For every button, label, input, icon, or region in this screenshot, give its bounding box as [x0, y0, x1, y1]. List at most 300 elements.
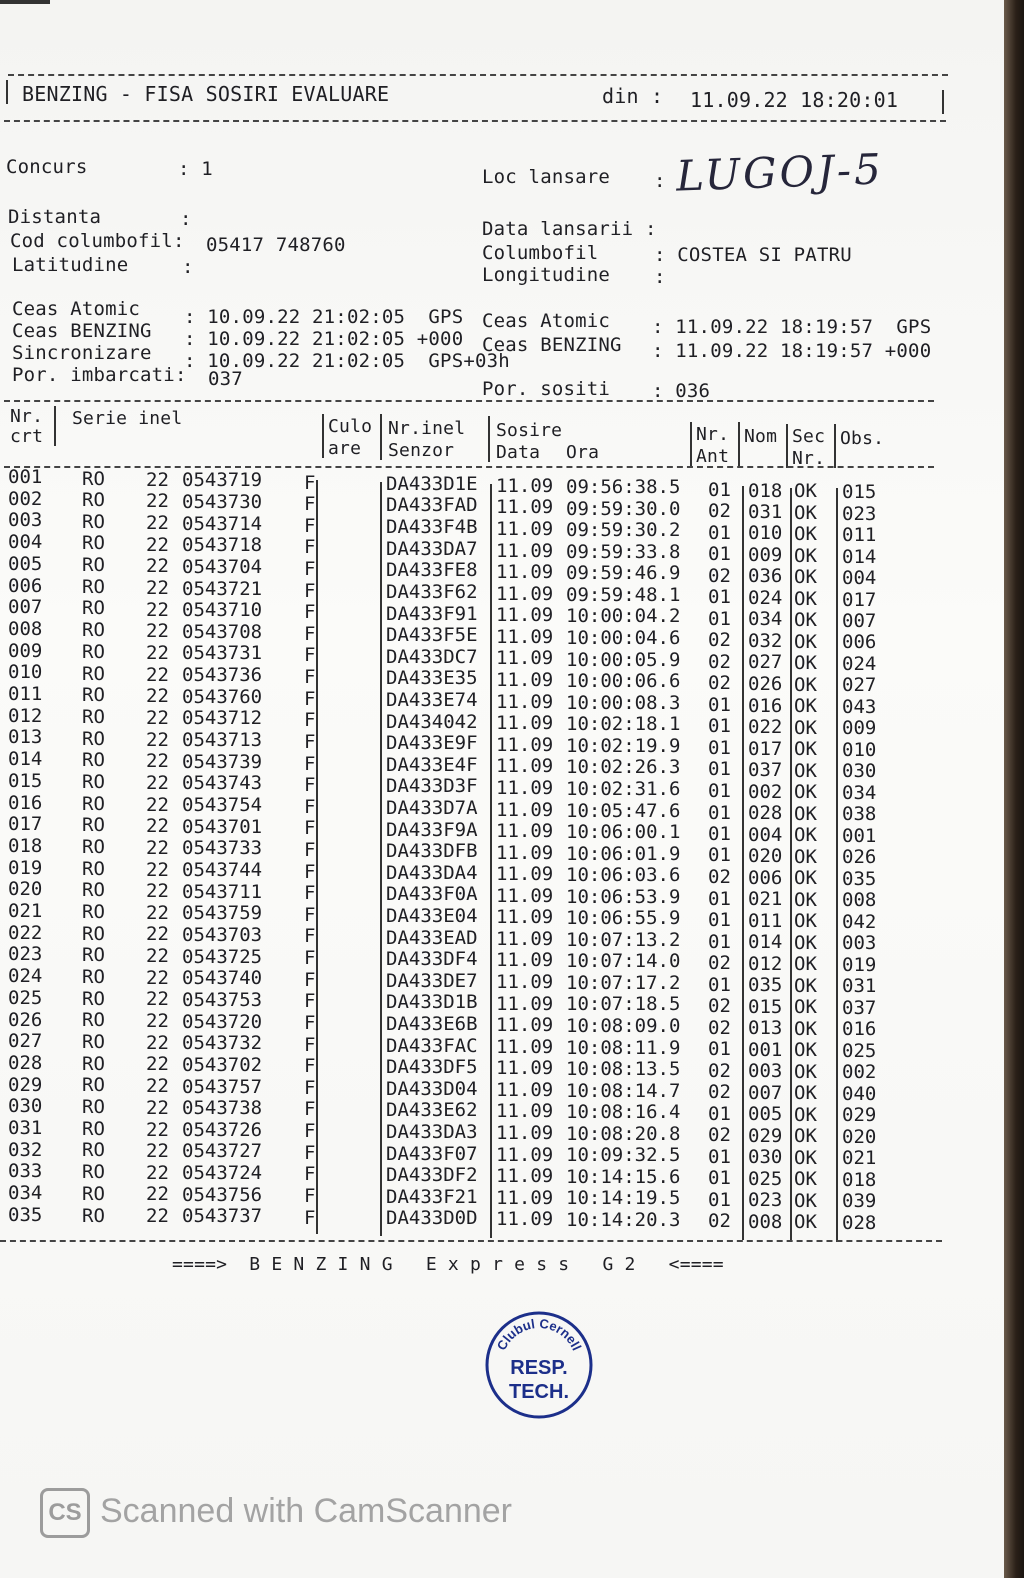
cell-an: 22 [146, 1140, 169, 1163]
cell-serie: 0543711 [182, 880, 263, 903]
cell-nr-crt: 023 [8, 943, 43, 966]
cell-culoare: F [304, 1033, 316, 1056]
col-header-nr-inel-1: Nr.inel [388, 418, 466, 439]
table-row [0, 1095, 1004, 1127]
cell-serie: 0543744 [182, 858, 263, 881]
cell-obs: 030 [842, 760, 877, 783]
ceas-benzing-left-label: Ceas BENZING [12, 320, 152, 342]
cell-tara: RO [82, 727, 105, 750]
cell-sec-nr: OK [794, 1103, 817, 1126]
cell-sosire-ora: 10:07:18.5 [566, 993, 681, 1016]
cell-culoare: F [304, 579, 316, 602]
cell-nr-ant: 02 [708, 629, 731, 652]
col-header-culoare-2: are [328, 438, 362, 459]
cell-sosire-ora: 10:06:00.1 [566, 821, 681, 844]
col-sep-4 [488, 416, 490, 462]
cell-sec-nr: OK [794, 1125, 817, 1148]
cell-sec-nr: OK [794, 673, 817, 696]
cell-tara: RO [82, 770, 105, 793]
cell-nr-ant: 01 [708, 930, 731, 953]
cell-an: 22 [146, 728, 169, 751]
cell-sosire-ora: 10:02:19.9 [566, 734, 681, 757]
cell-nr-ant: 01 [708, 1038, 731, 1061]
cell-nr-ant: 01 [708, 758, 731, 781]
cell-nom: 024 [748, 587, 783, 609]
cell-sosire-data: 11.09 [496, 582, 554, 605]
col-sep-7 [786, 424, 788, 468]
concurs-label: Concurs [6, 156, 88, 178]
cell-nom: 034 [748, 608, 783, 631]
cell-nr-inel-senzor: DA433F21 [386, 1185, 478, 1208]
cell-culoare: F [304, 1012, 316, 1034]
cell-nr-ant: 02 [708, 1081, 731, 1104]
cell-nom: 018 [748, 479, 783, 502]
cell-culoare: F [304, 601, 316, 624]
cell-nom: 029 [748, 1124, 783, 1147]
sincronizare-label: Sincronizare [12, 342, 152, 364]
cell-sosire-ora: 09:59:30.0 [566, 497, 681, 520]
distanta-label: Distanta [8, 206, 102, 228]
stamp-line-1: RESP. [510, 1357, 568, 1379]
table-row [0, 1182, 1004, 1213]
cell-sosire-ora: 10:00:08.3 [566, 691, 681, 714]
table-row [0, 1160, 1004, 1191]
cell-nr-crt: 008 [8, 617, 43, 640]
cell-sec-nr: OK [794, 587, 817, 610]
cell-serie: 0543714 [182, 512, 263, 535]
cell-nom: 002 [748, 780, 783, 803]
cell-an: 22 [146, 815, 169, 838]
cell-nr-ant: 01 [708, 736, 731, 759]
cell-obs: 003 [842, 932, 877, 955]
cell-sosire-data: 11.09 [496, 518, 554, 541]
cell-obs: 010 [842, 738, 877, 761]
cell-nr-crt: 015 [8, 769, 43, 792]
cell-serie: 0543721 [182, 577, 263, 600]
cell-sosire-data: 11.09 [496, 798, 554, 821]
col-sep-2 [322, 414, 324, 458]
cell-culoare: F [304, 1206, 316, 1229]
cell-sosire-data: 11.09 [496, 539, 554, 562]
cell-culoare: F [304, 536, 316, 559]
col-header-nom: Nom [744, 426, 778, 447]
cell-nom: 032 [748, 629, 783, 652]
table-row [0, 1117, 1004, 1148]
cell-nom: 020 [748, 845, 783, 868]
cell-nr-crt: 035 [8, 1203, 43, 1226]
cell-nr-inel-senzor: DA433E4F [386, 753, 478, 776]
cell-obs: 021 [842, 1147, 877, 1170]
cell-nr-crt: 031 [8, 1117, 43, 1140]
cell-serie: 0543738 [182, 1097, 263, 1120]
cell-sosire-data: 11.09 [496, 690, 554, 713]
header-left-bar [6, 80, 8, 104]
cell-obs: 027 [842, 674, 877, 697]
cell-sosire-ora: 10:08:11.9 [566, 1036, 681, 1059]
cell-nr-inel-senzor: DA433F0A [386, 883, 478, 906]
cell-nr-inel-senzor: DA433F4B [386, 516, 478, 539]
cell-an: 22 [146, 771, 169, 794]
cell-nom: 011 [748, 909, 783, 932]
cell-nr-inel-senzor: DA433D3F [386, 775, 478, 798]
cell-nr-inel-senzor: DA433DC7 [386, 645, 478, 668]
cell-culoare: F [304, 1055, 316, 1078]
cell-obs: 017 [842, 588, 877, 611]
cell-sosire-data: 11.09 [496, 712, 554, 735]
cell-an: 22 [146, 923, 169, 946]
table-row [0, 1030, 1004, 1062]
cell-nr-crt: 021 [8, 900, 43, 923]
cell-sosire-data: 11.09 [496, 841, 554, 864]
cell-sosire-data: 11.09 [496, 906, 554, 929]
cell-tara: RO [82, 554, 105, 577]
cell-nom: 012 [748, 952, 783, 975]
cell-tara: RO [82, 987, 105, 1010]
por-imbarcati-label: Por. imbarcati: [12, 364, 187, 386]
cell-nr-ant: 01 [708, 801, 731, 824]
stamp-ring-text: Clubul Cernell [493, 1315, 585, 1353]
cell-nr-crt: 016 [8, 791, 43, 814]
cell-serie: 0543737 [182, 1205, 263, 1228]
cell-sosire-data: 11.09 [496, 820, 554, 843]
cell-sosire-ora: 10:02:31.6 [566, 777, 681, 800]
cell-nr-ant: 01 [708, 1167, 731, 1190]
resp-tech-stamp [484, 1310, 594, 1420]
cell-tara: RO [82, 619, 105, 642]
cell-nom: 021 [748, 888, 783, 911]
cell-nr-ant: 02 [708, 866, 731, 889]
cell-tara: RO [82, 1117, 105, 1140]
loc-lansare-handwritten: LUGOJ-5 [675, 144, 885, 201]
cell-sec-nr: OK [794, 974, 817, 997]
cell-nr-ant: 02 [708, 995, 731, 1018]
cell-nr-inel-senzor: DA433F5E [386, 624, 478, 647]
cell-tara: RO [82, 640, 105, 663]
cell-an: 22 [146, 966, 169, 989]
cell-nr-ant: 01 [708, 887, 731, 910]
cell-sosire-ora: 10:05:47.6 [566, 799, 681, 822]
cell-an: 22 [146, 945, 169, 968]
cell-sosire-data: 11.09 [496, 625, 554, 648]
camscanner-watermark-text: Scanned with CamScanner [100, 1492, 513, 1530]
cell-nr-inel-senzor: DA433D04 [386, 1077, 478, 1100]
cell-sec-nr: OK [794, 695, 817, 718]
longitudine-label: Longitudine [482, 264, 611, 286]
cell-an: 22 [146, 468, 169, 491]
ceas-atomic-left-label: Ceas Atomic [12, 298, 141, 320]
cell-sosire-ora: 10:06:01.9 [566, 842, 681, 865]
cell-nr-inel-senzor: DA434042 [386, 710, 478, 733]
cell-an: 22 [146, 793, 169, 816]
cell-nr-ant: 01 [708, 693, 731, 716]
cell-tara: RO [82, 489, 105, 512]
cell-nom: 015 [748, 995, 783, 1018]
cell-sosire-data: 11.09 [496, 776, 554, 799]
cell-nr-inel-senzor: DA433DF2 [386, 1164, 478, 1187]
cell-obs: 011 [842, 524, 877, 547]
loc-lansare-colon: : [654, 170, 666, 192]
cell-nr-inel-senzor: DA433DA3 [386, 1121, 478, 1143]
cell-sosire-data: 11.09 [496, 1057, 554, 1080]
cell-tara: RO [82, 879, 105, 902]
cell-serie: 0543733 [182, 837, 263, 860]
cell-sosire-data: 11.09 [496, 561, 554, 584]
cell-an: 22 [146, 988, 169, 1011]
cell-sec-nr: OK [794, 888, 817, 911]
cell-nr-crt: 010 [8, 661, 43, 684]
cell-obs: 025 [842, 1039, 877, 1062]
cell-nr-inel-senzor: DA433D7A [386, 797, 478, 819]
cod-columbofil-value: 05417 748760 [206, 234, 346, 256]
cell-serie: 0543710 [182, 599, 263, 622]
cell-nom: 003 [748, 1060, 783, 1083]
ceas-atomic-right-label: Ceas Atomic [482, 310, 611, 332]
cell-an: 22 [146, 1010, 169, 1033]
cell-nom: 009 [748, 543, 783, 566]
por-sositi-label: Por. sositi [482, 378, 611, 400]
cell-obs: 008 [842, 889, 877, 912]
cell-obs: 023 [842, 502, 877, 525]
col-sep-6 [738, 422, 740, 466]
cell-an: 22 [146, 641, 169, 664]
cell-serie: 0543757 [182, 1075, 263, 1098]
cell-nr-crt: 020 [8, 878, 43, 901]
cell-culoare: F [304, 795, 316, 818]
cell-sosire-data: 11.09 [496, 971, 554, 994]
cell-sosire-ora: 09:56:38.5 [566, 476, 681, 499]
cell-culoare: F [304, 774, 316, 797]
cell-sosire-ora: 10:08:09.0 [566, 1015, 681, 1037]
ceas-benzing-right-value: : 11.09.22 18:19:57 +000 [652, 340, 932, 362]
cell-obs: 038 [842, 803, 877, 826]
cell-sosire-data: 11.09 [496, 1035, 554, 1058]
cell-nom: 006 [748, 866, 783, 889]
cell-an: 22 [146, 1183, 169, 1206]
col-header-nr-crt-1: Nr. [10, 406, 44, 427]
cell-culoare: F [304, 882, 316, 905]
col-header-obs: Obs. [840, 428, 885, 449]
cell-sosire-data: 11.09 [496, 755, 554, 778]
cell-an: 22 [146, 1161, 169, 1184]
cell-tara: RO [82, 1009, 105, 1032]
col-sep-8 [834, 424, 836, 468]
cell-nr-ant: 01 [708, 1102, 731, 1125]
cell-culoare: F [304, 968, 316, 991]
cell-nr-crt: 013 [8, 726, 43, 749]
header-bottom-rule [4, 120, 946, 122]
cell-obs: 039 [842, 1190, 877, 1213]
por-imbarcati-value: 037 [208, 368, 243, 390]
cell-nr-ant: 01 [708, 521, 731, 544]
col-header-serie-inel: Serie inel [72, 408, 183, 429]
cell-nr-inel-senzor: DA433DA4 [386, 861, 478, 884]
cell-serie: 0543702 [182, 1053, 263, 1076]
cell-sosire-data: 11.09 [496, 1143, 554, 1166]
cell-culoare: F [304, 925, 316, 948]
table-row [0, 1008, 1004, 1041]
cell-nr-crt: 034 [8, 1182, 43, 1205]
cell-sec-nr: OK [794, 1211, 817, 1234]
cell-obs: 014 [842, 545, 877, 568]
cell-nom: 005 [748, 1103, 783, 1126]
cell-an: 22 [146, 706, 169, 729]
cell-sec-nr: OK [794, 1082, 817, 1105]
cell-sosire-ora: 10:07:17.2 [566, 971, 681, 994]
cell-nr-crt: 033 [8, 1160, 43, 1183]
cell-nom: 007 [748, 1081, 783, 1104]
camscanner-logo-icon: CS [40, 1488, 90, 1538]
cell-obs: 026 [842, 846, 877, 869]
cell-sec-nr: OK [794, 1146, 817, 1169]
cell-sosire-ora: 09:59:46.9 [566, 562, 681, 585]
cell-an: 22 [146, 598, 169, 621]
cell-nom: 030 [748, 1146, 783, 1169]
longitudine-value: : [654, 266, 666, 288]
cell-tara: RO [82, 835, 105, 858]
cell-obs: 037 [842, 996, 877, 1019]
cell-nom: 008 [748, 1210, 783, 1233]
cell-serie: 0543743 [182, 772, 263, 795]
cell-sec-nr: OK [794, 759, 817, 782]
cell-nom: 004 [748, 823, 783, 846]
cell-tara: RO [82, 705, 105, 728]
cell-nom: 028 [748, 802, 783, 825]
col-header-sec-nr-2: Nr. [792, 448, 826, 469]
distanta-value: : [180, 208, 192, 230]
cell-sec-nr: OK [794, 867, 817, 890]
cell-obs: 016 [842, 1018, 877, 1041]
cell-culoare: F [304, 860, 316, 883]
cell-sosire-ora: 10:06:55.9 [566, 907, 681, 930]
ceas-atomic-left-value: : 10.09.22 21:02:05 GPS [184, 306, 464, 328]
cell-nr-ant: 02 [708, 1210, 731, 1233]
cell-serie: 0543713 [182, 729, 263, 752]
cell-sosire-data: 11.09 [496, 474, 554, 497]
cell-serie: 0543724 [182, 1162, 263, 1185]
cell-tara: RO [82, 1031, 105, 1054]
cell-an: 22 [146, 1205, 169, 1228]
cell-nr-crt: 026 [8, 1008, 43, 1031]
cell-an: 22 [146, 1031, 169, 1054]
cell-obs: 004 [842, 567, 877, 590]
cell-sec-nr: OK [794, 501, 817, 524]
table-row [0, 1073, 1004, 1105]
date-value: 11.09.22 18:20:01 [690, 88, 899, 112]
cell-an: 22 [146, 901, 169, 924]
cell-an: 22 [146, 1053, 169, 1076]
cell-sec-nr: OK [794, 630, 817, 653]
cell-sosire-ora: 10:02:26.3 [566, 756, 681, 779]
cell-sec-nr: OK [794, 544, 817, 567]
header-top-rule [8, 74, 948, 76]
col-header-culoare-1: Culo [328, 416, 373, 437]
cell-nr-crt: 009 [8, 639, 43, 662]
cell-sec-nr: OK [794, 910, 817, 933]
cell-nr-inel-senzor: DA433F9A [386, 818, 478, 841]
cell-nr-inel-senzor: DA433F62 [386, 581, 478, 603]
cell-an: 22 [146, 1096, 169, 1119]
cell-tara: RO [82, 901, 105, 924]
cell-nom: 026 [748, 672, 783, 695]
cell-sosire-data: 11.09 [496, 1078, 554, 1101]
col-sep-5 [690, 422, 692, 466]
cell-nom: 001 [748, 1038, 783, 1061]
cell-obs: 028 [842, 1211, 877, 1234]
cell-an: 22 [146, 490, 169, 513]
cell-obs: 019 [842, 953, 877, 976]
cell-sosire-data: 11.09 [496, 884, 554, 907]
cell-nr-inel-senzor: DA433E9F [386, 732, 478, 755]
ceas-atomic-right-value: : 11.09.22 18:19:57 GPS [652, 316, 932, 338]
cell-sosire-ora: 09:59:30.2 [566, 519, 681, 542]
col-sep-1 [54, 406, 56, 446]
cell-tara: RO [82, 1161, 105, 1184]
cell-obs: 009 [842, 717, 877, 740]
cell-sosire-data: 11.09 [496, 1186, 554, 1209]
cell-sosire-data: 11.09 [496, 669, 554, 692]
cell-culoare: F [304, 622, 316, 645]
cell-serie: 0543703 [182, 923, 263, 946]
cell-nr-ant: 01 [708, 607, 731, 630]
cell-sec-nr: OK [794, 781, 817, 804]
footer-express-line: ====> B E N Z I N G E x p r e s s G 2 <==== [172, 1254, 724, 1275]
cell-sosire-ora: 10:14:15.6 [566, 1165, 681, 1188]
cell-nr-inel-senzor: DA433DF5 [386, 1056, 478, 1079]
cell-tara: RO [82, 792, 105, 815]
cell-sec-nr: OK [794, 1039, 817, 1062]
cell-tara: RO [82, 1139, 105, 1162]
cell-nom: 023 [748, 1189, 783, 1212]
cell-culoare: F [304, 1163, 316, 1186]
cell-sec-nr: OK [794, 802, 817, 825]
cell-sosire-ora: 10:09:32.5 [566, 1144, 681, 1167]
cell-sec-nr: OK [794, 824, 817, 847]
col-header-sosire: Sosire [496, 420, 563, 441]
cell-an: 22 [146, 685, 169, 708]
cell-sec-nr: OK [794, 523, 817, 546]
cell-culoare: F [304, 644, 316, 667]
cell-culoare: F [304, 666, 316, 689]
cell-sosire-ora: 10:08:20.8 [566, 1122, 681, 1145]
col-header-sosire-ora: Ora [566, 442, 600, 463]
cell-nr-crt: 024 [8, 965, 43, 988]
cell-obs: 035 [842, 867, 877, 890]
cell-nr-ant: 01 [708, 779, 731, 802]
cell-culoare: F [304, 471, 316, 494]
cell-sosire-ora: 10:07:13.2 [566, 928, 681, 951]
cell-nom: 013 [748, 1017, 783, 1040]
cell-serie: 0543727 [182, 1140, 263, 1163]
date-label: din : [602, 84, 664, 108]
cell-nr-inel-senzor: DA433F07 [386, 1142, 478, 1165]
cell-nom: 027 [748, 651, 783, 674]
cell-sec-nr: OK [794, 566, 817, 589]
cell-serie: 0543740 [182, 967, 263, 990]
cell-tara: RO [82, 597, 105, 620]
cell-an: 22 [146, 620, 169, 643]
cell-nr-inel-senzor: DA433E74 [386, 689, 478, 711]
latitudine-value: : [182, 256, 194, 278]
cell-sosire-data: 11.09 [496, 992, 554, 1015]
cell-an: 22 [146, 1075, 169, 1098]
cell-culoare: F [304, 493, 316, 516]
concurs-value: : 1 [178, 158, 213, 180]
cell-sosire-data: 11.09 [496, 949, 554, 972]
cell-nom: 035 [748, 974, 783, 997]
cell-sosire-data: 11.09 [496, 1165, 554, 1188]
cell-nr-ant: 02 [708, 500, 731, 523]
cell-sec-nr: OK [794, 1017, 817, 1040]
